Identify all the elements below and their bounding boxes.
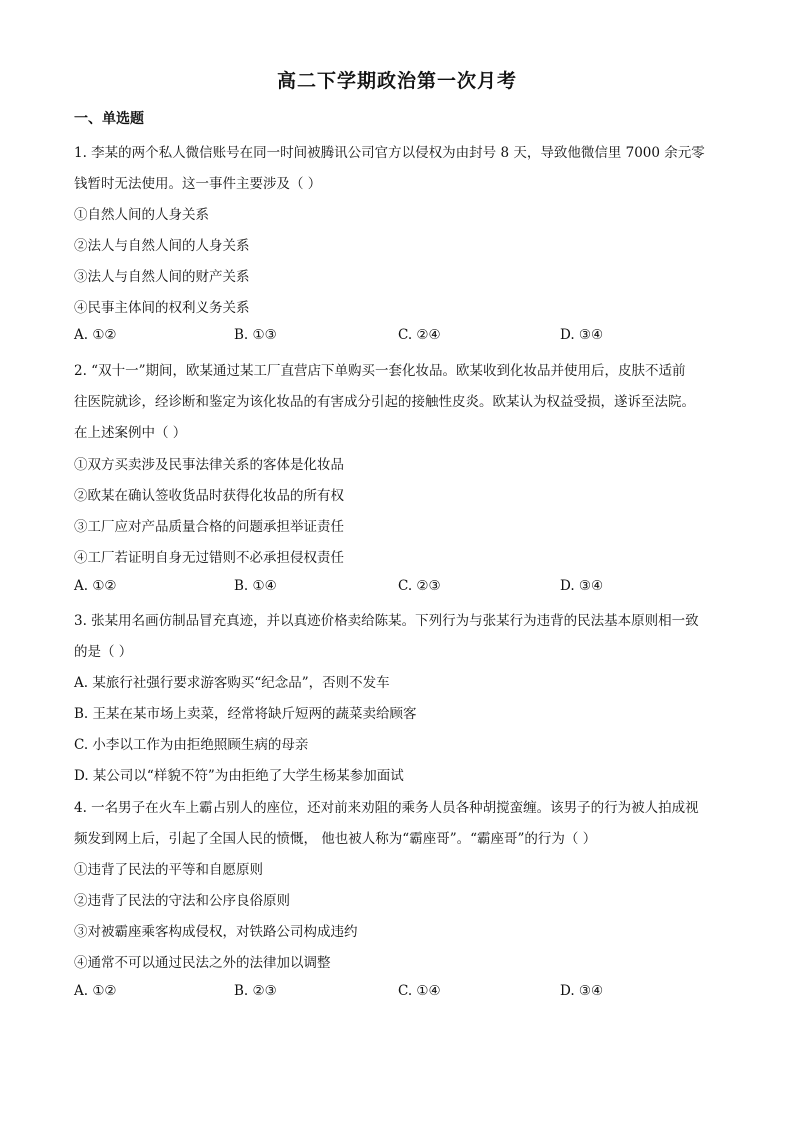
q4-stem-line-2: 频发到网上后，引起了全国人民的愤慨， 他也被人称为“霸座哥”。“霸座哥”的行为（ ） — [74, 831, 597, 847]
page-title: 高二下学期政治第一次月考 — [276, 70, 517, 92]
q3-option-c[interactable]: C. 小李以工作为由拒绝照顾生病的母亲 — [74, 737, 309, 753]
q3-option-a[interactable]: A. 某旅行社强行要求游客购买“纪念品”，否则不发车 — [74, 675, 390, 691]
q1-option-a[interactable]: A. ①② — [74, 327, 117, 343]
q2-stem-line-2: 往医院就诊，经诊断和鉴定为该化妆品的有害成分引起的接触性皮炎。欧某认为权益受损，遂诉至法院。 — [74, 394, 695, 410]
q2-stem-line-1: 2. “双十一”期间，欧某通过某工厂直营店下单购买一套化妆品。欧某收到化妆品并使用后，皮肤不适前 — [74, 363, 686, 379]
q1-stem-line-2: 钱暂时无法使用。这一事件主要涉及（ ） — [74, 176, 322, 192]
q1-statement-4: ④民事主体间的权利义务关系 — [74, 300, 250, 316]
q4-option-d[interactable]: D. ③④ — [560, 983, 604, 999]
q2-option-b[interactable]: B. ①④ — [234, 578, 277, 594]
q3-option-b[interactable]: B. 王某在某市场上卖菜，经常将缺斤短两的蔬菜卖给顾客 — [74, 706, 417, 722]
q2-option-a[interactable]: A. ①② — [74, 578, 117, 594]
q2-stem-line-3: 在上述案例中（ ） — [74, 425, 187, 441]
q2-statement-3: ③工厂应对产品质量合格的问题承担举证责任 — [74, 519, 344, 535]
q2-statement-2: ②欧某在确认签收货品时获得化妆品的所有权 — [74, 488, 344, 504]
q1-statement-1: ①自然人间的人身关系 — [74, 207, 209, 223]
q4-stem-line-1: 4. 一名男子在火车上霸占别人的座位，还对前来劝阻的乘务人员各种胡搅蛮缠。该男子的行为被人拍成视 — [74, 800, 699, 816]
q1-option-b[interactable]: B. ①③ — [234, 327, 277, 343]
q4-option-c[interactable]: C. ①④ — [398, 983, 441, 999]
q3-option-d[interactable]: D. 某公司以“样貌不符”为由拒绝了大学生杨某参加面试 — [74, 768, 404, 784]
q4-statement-2: ②违背了民法的守法和公序良俗原则 — [74, 893, 290, 909]
q1-options — [74, 327, 634, 347]
q3-stem-line-2: 的是（ ） — [74, 644, 133, 660]
q1-option-d[interactable]: D. ③④ — [560, 327, 604, 343]
q1-option-c[interactable]: C. ②④ — [398, 327, 441, 343]
q3-stem-line-1: 3. 张某用名画仿制品冒充真迹，并以真迹价格卖给陈某。下列行为与张某行为违背的民法基本原则相一致 — [74, 613, 699, 629]
q2-options — [74, 578, 634, 598]
q2-option-c[interactable]: C. ②③ — [398, 578, 441, 594]
q4-option-a[interactable]: A. ①② — [74, 983, 117, 999]
q4-statement-1: ①违背了民法的平等和自愿原则 — [74, 862, 263, 878]
q2-statement-1: ①双方买卖涉及民事法律关系的客体是化妆品 — [74, 457, 344, 473]
q1-stem-line-1: 1. 李某的两个私人微信账号在同一时间被腾讯公司官方以侵权为由封号 8 天，导致他微信里 7000 余元零 — [74, 145, 705, 161]
q4-statement-4: ④通常不可以通过民法之外的法律加以调整 — [74, 955, 331, 971]
q2-option-d[interactable]: D. ③④ — [560, 578, 604, 594]
q1-statement-2: ②法人与自然人间的人身关系 — [74, 238, 250, 254]
q1-statement-3: ③法人与自然人间的财产关系 — [74, 269, 250, 285]
q4-options — [74, 983, 634, 1003]
q4-statement-3: ③对被霸座乘客构成侵权，对铁路公司构成违约 — [74, 924, 358, 940]
q4-option-b[interactable]: B. ②③ — [234, 983, 277, 999]
q2-statement-4: ④工厂若证明自身无过错则不必承担侵权责任 — [74, 550, 344, 566]
section-heading: 一、单选题 — [74, 111, 144, 127]
